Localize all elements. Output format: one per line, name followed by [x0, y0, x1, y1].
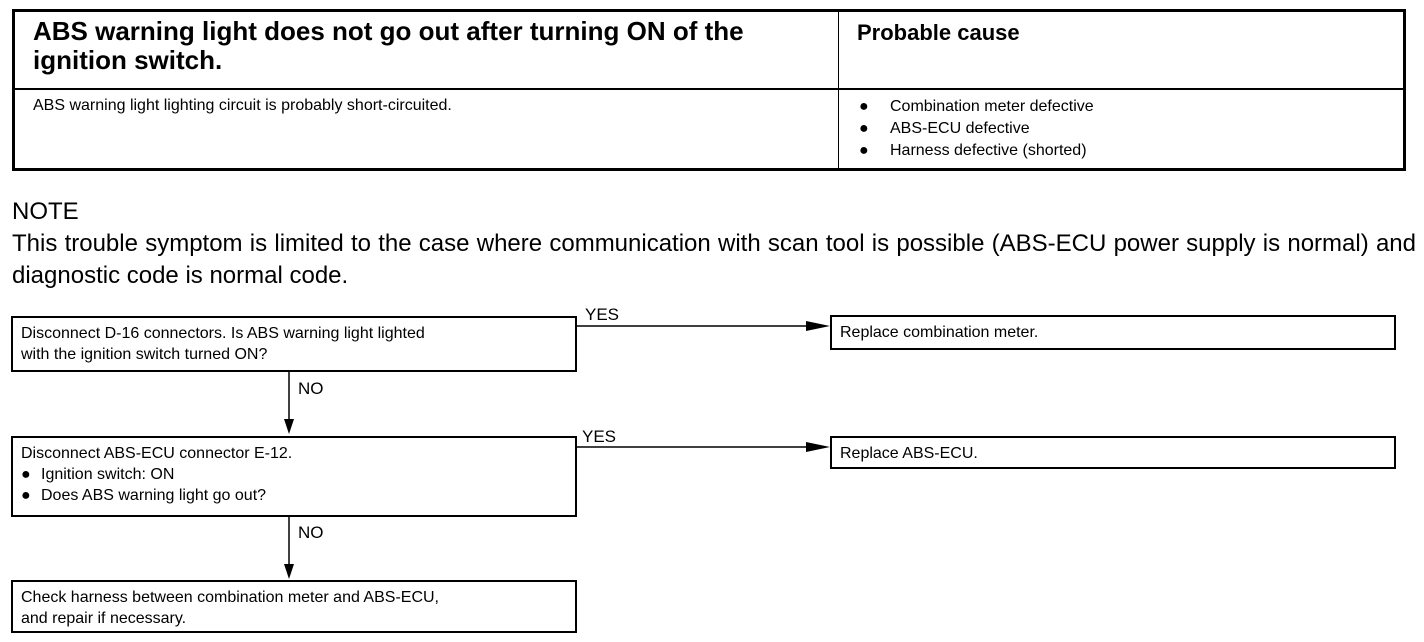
symptom-title: ABS warning light does not go out after turning ON of the ignition switch. [33, 16, 744, 75]
flow-step-2-bullet [21, 464, 567, 485]
result-replace-combination-meter [830, 315, 1396, 350]
flow-step-1-line: with the ignition switch turned ON? [21, 346, 268, 363]
flow-step-3-line: and repair if necessary. [21, 610, 187, 627]
flow-step-3-line: Check harness between combination meter and ABS-ECU, [21, 589, 439, 606]
bullet-icon: ● [21, 466, 31, 483]
no-label: NO [298, 379, 324, 398]
flow-step-2-bullet-text: Does ABS warning light go out? [41, 487, 267, 504]
flow-step-3-box [11, 580, 577, 633]
arrow-right-icon [806, 321, 830, 331]
result-replace-abs-ecu [830, 436, 1396, 469]
no-label: NO [298, 523, 324, 542]
cause-item-text: Harness defective (shorted) [890, 142, 1087, 159]
probable-cause-heading: Probable cause [857, 20, 1020, 45]
result-2-text: Replace ABS-ECU. [840, 445, 978, 462]
bullet-icon: ● [859, 120, 869, 137]
bullet-icon: ● [859, 142, 869, 159]
flow-step-2-bullet [21, 485, 567, 506]
flow-step-1-box [11, 316, 577, 372]
cause-item-text: Combination meter defective [890, 98, 1094, 115]
arrow-down-icon [284, 564, 294, 579]
note-heading: NOTE [12, 198, 79, 225]
flow-step-2-title: Disconnect ABS-ECU connector E-12. [21, 445, 293, 462]
symptom-description: ABS warning light lighting circuit is probably short-circuited. [33, 97, 452, 114]
result-1-text: Replace combination meter. [840, 324, 1039, 341]
flow-step-1-line: Disconnect D-16 connectors. Is ABS warning light lighted [21, 325, 425, 342]
arrow-right-icon [806, 442, 830, 452]
arrow-down-icon [284, 419, 294, 434]
cause-item-text: ABS-ECU defective [890, 120, 1030, 137]
note-text: This trouble symptom is limited to the case where communication with scan tool is possible (ABS-ECU power supply is normal) and diagnostic code is normal code. [12, 230, 1416, 289]
flow-step-2-box [11, 436, 577, 517]
flow-step-2-bullet-text: Ignition switch: ON [41, 466, 175, 483]
yes-label: YES [582, 427, 617, 446]
yes-label: YES [585, 305, 620, 324]
bullet-icon: ● [859, 98, 869, 115]
bullet-icon: ● [21, 487, 31, 504]
